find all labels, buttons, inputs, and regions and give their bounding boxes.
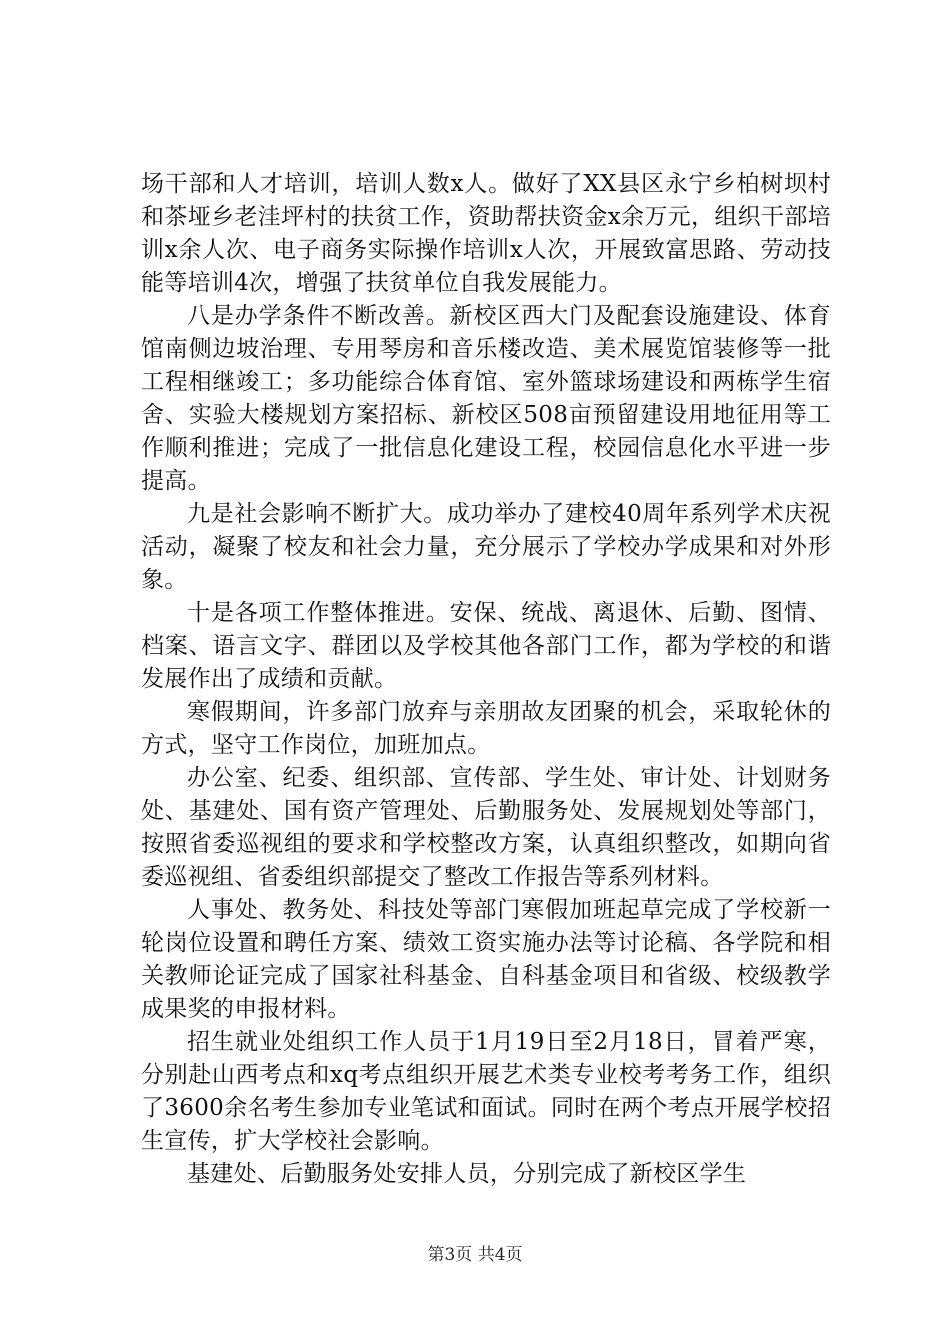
paragraph-office-rectification: 办公室、纪委、组织部、宣传部、学生处、审计处、计划财务处、基建处、国有资产管理处、后勤服务处、发展规划处等部门，按照省委巡视组的要求和学校整改方案，认真组织整改，如期向省委巡视组、省委组织部提交了整改工作报告等系列材料。 <box>141 765 831 890</box>
paragraph-construction: 基建处、后勤服务处安排人员，分别完成了新校区学生 <box>187 1161 747 1187</box>
paragraph-admissions: 招生就业处组织工作人员于1月19日至2月18日，冒着严寒，分别赴山西考点和xq考点组织开展艺术类专业校考考务工作，组织了3600余名考生参加专业笔试和面试。同时在两个考点开展学校招生宣传，扩大学校社会影响。 <box>141 1029 831 1154</box>
body-text <box>141 168 831 1191</box>
paragraph-item-10: 十是各项工作整体推进。安保、统战、离退休、后勤、图情、档案、语言文字、群团以及学校其他各部门工作，都为学校的和谐发展作出了成绩和贡献。 <box>141 600 831 692</box>
paragraph-item-8: 八是办学条件不断改善。新校区西大门及配套设施建设、体育馆南侧边坡治理、专用琴房和音乐楼改造、美术展览馆装修等一批工程相继竣工；多功能综合体育馆、室外篮球场建设和两栋学生宿舍、实验大楼规划方案招标、新校区508亩预留建设用地征用等工作顺利推进；完成了一批信息化建设工程，校园信息化水平进一步提高。 <box>141 303 831 494</box>
paragraph-item-9: 九是社会影响不断扩大。成功举办了建校40周年系列学术庆祝活动，凝聚了校友和社会力量，充分展示了学校办学成果和对外形象。 <box>141 501 831 593</box>
paragraph-personnel-teaching: 人事处、教务处、科技处等部门寒假加班起草完成了学校新一轮岗位设置和聘任方案、绩效工资实施办法等讨论稿、各学院和相关教师论证完成了国家社科基金、自科基金项目和省级、校级教学成果奖的申报材料。 <box>141 897 831 1022</box>
page-footer: 第3页 共4页 <box>427 1245 523 1265</box>
paragraph-winter-break: 寒假期间，许多部门放弃与亲朋故友团聚的机会，采取轮休的方式，坚守工作岗位，加班加点。 <box>141 699 831 758</box>
paragraph-continuation: 场干部和人才培训，培训人数x人。做好了XX县区永宁乡柏树坝村和茶垭乡老洼坪村的扶贫工作，资助帮扶资金x余万元，组织干部培训x余人次、电子商务实际操作培训x人次，开展致富思路、劳动技能等培训4次，增强了扶贫单位自我发展能力。 <box>141 171 831 296</box>
